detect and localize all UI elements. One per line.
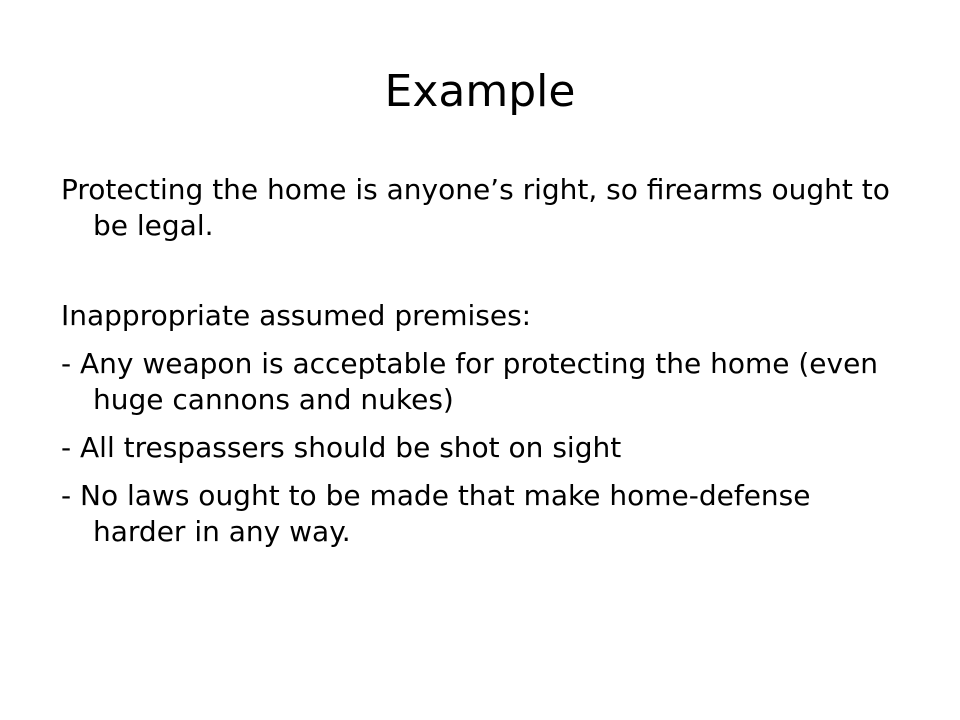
argument-statement: Protecting the home is anyone’s right, so firearms ought to be legal.	[61, 173, 890, 242]
slide-body	[61, 172, 911, 550]
premise-item: - No laws ought to be made that make home-defense harder in any way.	[61, 479, 811, 548]
slide-title: Example	[384, 66, 576, 117]
premise-item: - Any weapon is acceptable for protecting the home (even huge cannons and nukes)	[61, 347, 879, 416]
premise-item: - All trespassers should be shot on sight	[61, 431, 622, 464]
premises-heading: Inappropriate assumed premises:	[61, 299, 532, 332]
